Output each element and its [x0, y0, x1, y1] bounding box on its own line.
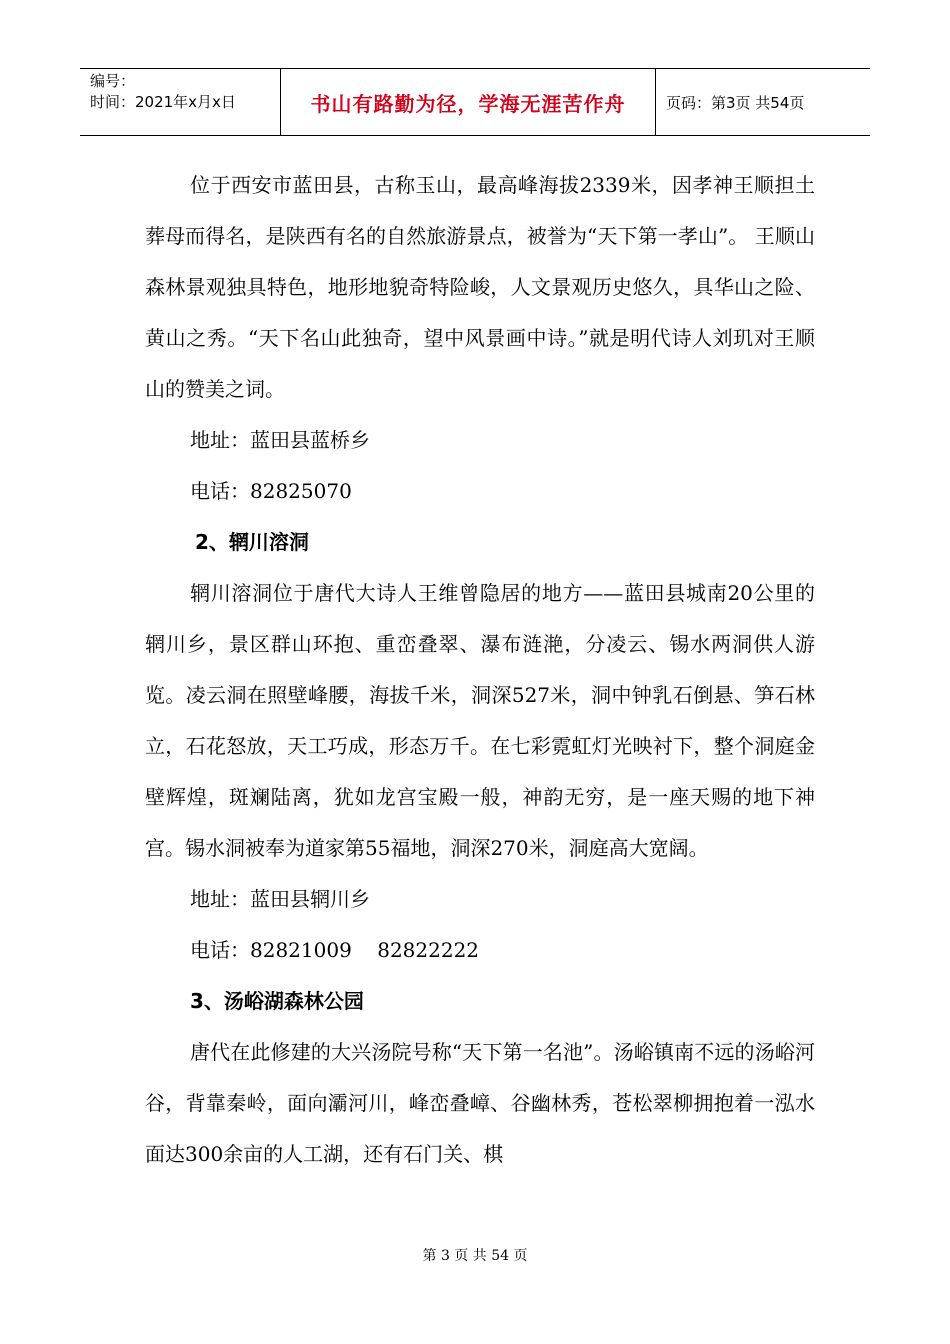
- section1-address: 地址：蓝田县蓝桥乡: [190, 428, 370, 452]
- section2-phone: 电话：82821009 82822222: [190, 938, 480, 962]
- header-meta: [80, 69, 280, 135]
- header-motto: 书山有路勤为径，学海无涯苦作舟: [280, 69, 656, 135]
- section3-paragraph: 唐代在此修建的大兴汤院号称“天下第一名池”。汤峪镇南不远的汤峪河谷，背靠秦岭，面向灞河川，峰峦叠嶂、谷幽林秀，苍松翠柳拥抱着一泓水面达300余亩的人工湖，还有石门关、棋: [145, 1040, 815, 1166]
- section2-heading: 2、辋川溶洞: [195, 530, 309, 554]
- page-header: [80, 68, 870, 136]
- section2-paragraph: 辋川溶洞位于唐代大诗人王维曾隐居的地方——蓝田县城南20公里的辋川乡，景区群山环抱、重峦叠翠、瀑布涟滟，分凌云、锡水两洞供人游览。凌云洞在照壁峰腰，海拔千米，洞深527米，洞中钟乳石倒悬、笋石林立，石花怒放，天工巧成，形态万千。在七彩霓虹灯光映衬下，整个洞庭金壁辉煌，斑斓陆离，犹如龙宫宝殿一般，神韵无穷，是一座天赐的地下神宫。锡水洞被奉为道家第55福地，洞深270米，洞庭高大宽阔。: [145, 581, 815, 860]
- section2-address: 地址：蓝田县辋川乡: [190, 887, 370, 911]
- section1-phone: 电话：82825070: [190, 479, 352, 503]
- section3-heading: 3、汤峪湖森林公园: [190, 989, 364, 1013]
- document-number-label: 编号：: [90, 72, 136, 90]
- document-date: 时间：2021年x月x日: [90, 93, 236, 111]
- section1-paragraph: 位于西安市蓝田县，古称玉山，最高峰海拔2339米，因孝神王顺担土葬母而得名，是陕西有名的自然旅游景点，被誉为“天下第一孝山”。 王顺山森林景观独具特色，地形地貌奇特险峻，人文景观历史悠久，具华山之险、黄山之秀。“天下名山此独奇，望中风景画中诗。”就是明代诗人刘玑对王顺山的赞美之词。: [145, 173, 815, 401]
- document-body: [145, 160, 815, 1180]
- header-page-info: 页码：第3页 共54页: [666, 93, 805, 112]
- page-footer: 第 3 页 共 54 页: [422, 1248, 528, 1264]
